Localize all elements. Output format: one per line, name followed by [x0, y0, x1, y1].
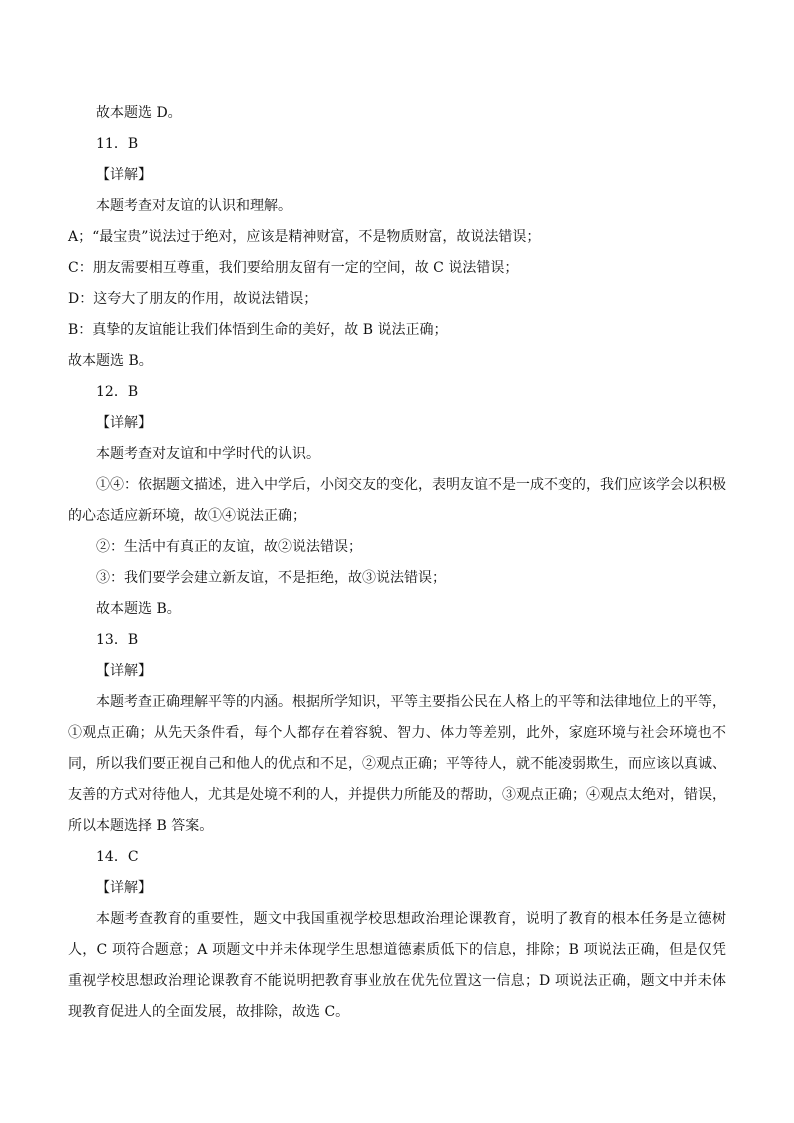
question-11-option-a: A；“最宝贵”说法过于绝对，应该是精神财富，不是物质财富，故说法错误； — [68, 229, 541, 245]
question-11-option-b: B：真挚的友谊能让我们体悟到生命的美好，故 B 说法正确； — [68, 322, 448, 338]
question-11-number: 11．B — [96, 136, 139, 152]
question-11-option-c: C：朋友需要相互尊重，我们要给朋友留有一定的空间，故 C 说法错误； — [68, 260, 519, 276]
question-12-heading: 【详解】 — [96, 415, 152, 431]
question-12-number: 12．B — [96, 384, 139, 400]
question-11-intro: 本题考查对友谊的认识和理解。 — [96, 198, 292, 214]
answer-explanations — [68, 98, 726, 1028]
question-12-intro: 本题考查对友谊和中学时代的认识。 — [96, 446, 320, 462]
question-13-explanation: 本题考查正确理解平等的内涵。根据所学知识，平等主要指公民在人格上的平等和法律地位上的平等，①观点正确；从先天条件看，每个人都存在着容貌、智力、体力等差别，此外，家庭环境与社会环境也不同，所以我们要正视自己和他人的优点和不足，②观点正确；平等待人，就不能凌弱欺生，而应该以真诚、友善的方式对待他人，尤其是处境不利的人，并提供力所能及的帮助，③观点正确；④观点太绝对，错误，所以本题选择 B 答案。 — [68, 694, 726, 834]
question-14-number: 14．C — [96, 849, 139, 865]
question-14-heading: 【详解】 — [96, 880, 152, 896]
question-13-number: 13．B — [96, 632, 139, 648]
question-12-conclusion: 故本题选 B。 — [96, 601, 181, 617]
question-11-option-d: D：这夸大了朋友的作用，故说法错误； — [68, 291, 318, 307]
question-14-explanation: 本题考查教育的重要性，题文中我国重视学校思想政治理论课教育，说明了教育的根本任务是立德树人，C 项符合题意；A 项题文中并未体现学生思想道德素质低下的信息，排除；B 项说法正确，但是仅凭重视学校思想政治理论课教育不能说明把教育事业放在优先位置这一信息；D 项说法正确，题文中并未体现教育促进人的全面发展，故排除，故选 C。 — [68, 911, 726, 1020]
conclusion-line: 故本题选 D。 — [96, 105, 182, 121]
question-12-analysis-2: ②：生活中有真正的友谊，故②说法错误； — [96, 539, 362, 555]
question-13-heading: 【详解】 — [96, 663, 152, 679]
question-12-analysis-3: ③：我们要学会建立新友谊，不是拒绝，故③说法错误； — [96, 570, 446, 586]
question-12-analysis-1-4: ①④：依据题文描述，进入中学后，小闵交友的变化，表明友谊不是一成不变的，我们应该学会以积极的心态适应新环境，故①④说法正确； — [68, 477, 726, 524]
question-11-heading: 【详解】 — [96, 167, 152, 183]
question-11-conclusion: 故本题选 B。 — [68, 353, 153, 369]
